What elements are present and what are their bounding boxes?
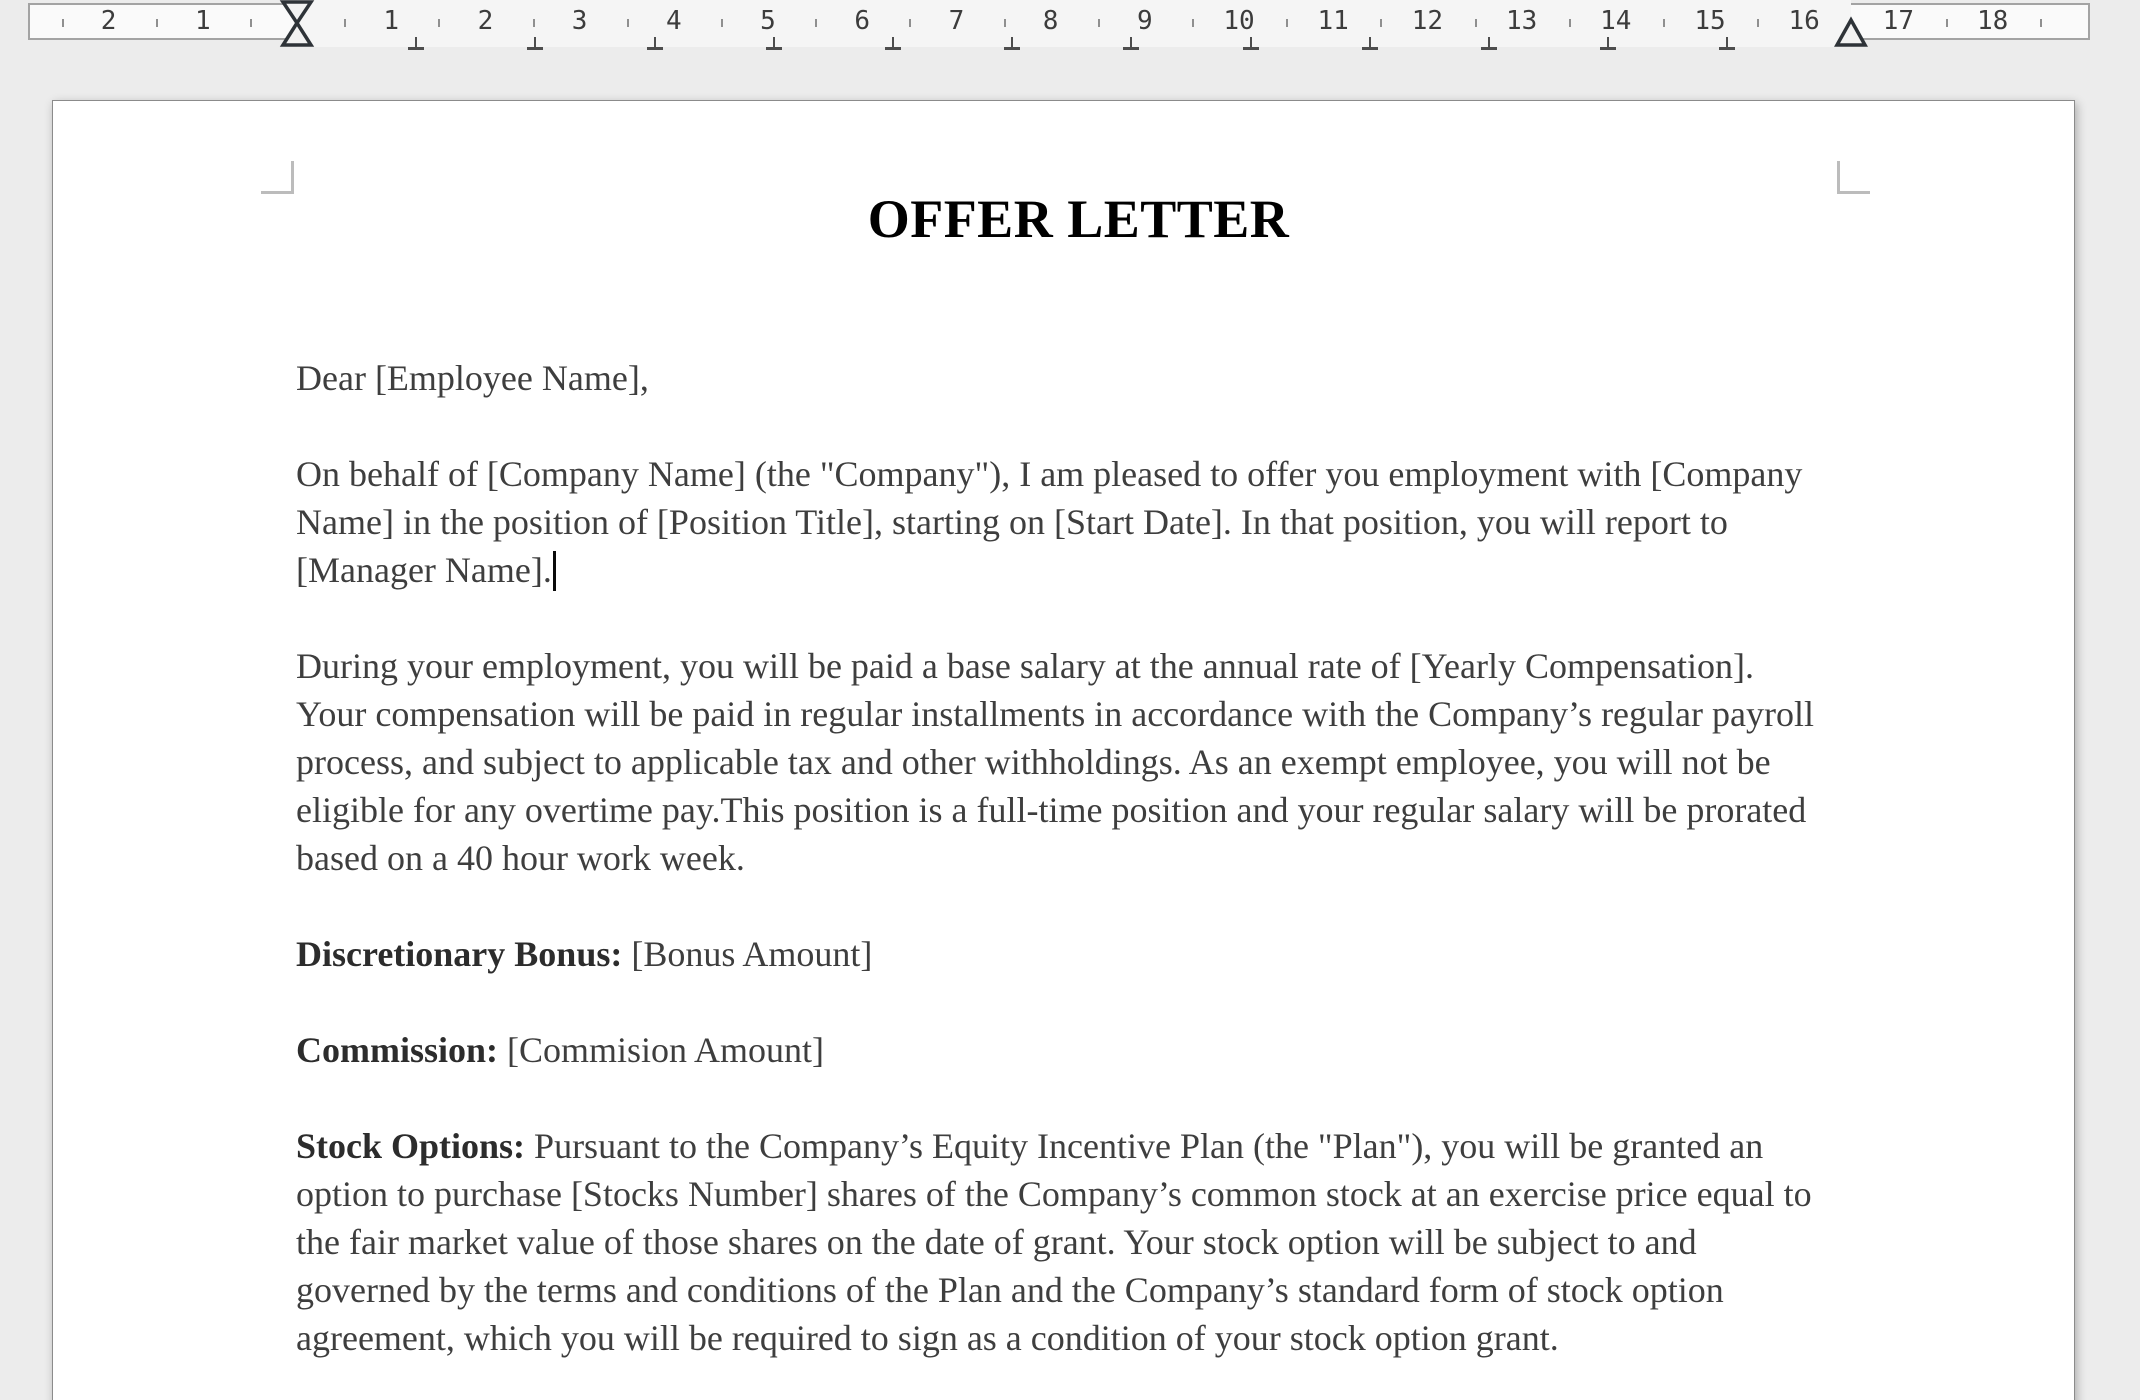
tab-stop-marker[interactable]	[647, 37, 663, 51]
text-run: the fair market value of those shares on the date of grant. Your stock option will be subject to and	[296, 1222, 1697, 1262]
ruler-half-tick	[1004, 19, 1006, 27]
text-line	[296, 354, 1861, 402]
text-run: [Manager Name].	[296, 550, 552, 590]
ruler-number: 16	[1788, 6, 1820, 36]
tab-stop-marker[interactable]	[1243, 37, 1259, 51]
text-line	[296, 786, 1861, 834]
ruler-number: 11	[1317, 6, 1349, 36]
ruler-half-tick	[1757, 19, 1759, 27]
text-line	[296, 834, 1861, 882]
ruler-half-tick	[1946, 19, 1948, 27]
ruler-number: 13	[1505, 6, 1538, 36]
horizontal-ruler[interactable]	[0, 0, 2140, 52]
tab-stop-marker[interactable]	[1004, 37, 1020, 51]
ruler-half-tick	[438, 19, 440, 27]
tab-stop-marker[interactable]	[1719, 37, 1735, 51]
right-indent-triangle-marker[interactable]	[1833, 0, 1869, 48]
ruler-number: 6	[854, 6, 871, 36]
text-cursor-caret	[553, 551, 556, 591]
ruler-number: 17	[1882, 6, 1915, 36]
tab-stop-marker[interactable]	[885, 37, 901, 51]
text-run: Your compensation will be paid in regular installments in accordance with the Company’s regular payroll	[296, 694, 1814, 734]
text-run: Pursuant to the Company’s Equity Incentive Plan (the "Plan"), you will be granted an	[525, 1126, 1764, 1166]
ruler-number: 3	[571, 6, 588, 36]
ruler-number: 2	[100, 6, 117, 36]
ruler-number: 18	[1976, 6, 2009, 36]
ruler-half-tick	[1663, 19, 1665, 27]
text-line	[296, 1266, 1861, 1314]
text-run: agreement, which you will be required to sign as a condition of your stock option grant.	[296, 1318, 1559, 1358]
ruler-half-tick	[1569, 19, 1571, 27]
paragraph	[296, 642, 1861, 882]
text-line	[296, 642, 1861, 690]
ruler-half-tick	[815, 19, 817, 27]
tab-stop-marker[interactable]	[1600, 37, 1616, 51]
text-line	[296, 1122, 1861, 1170]
margin-corner-mark-top-left	[261, 161, 294, 194]
text-run: governed by the terms and conditions of the Plan and the Company’s standard form of stock option	[296, 1270, 1724, 1310]
document-page	[52, 100, 2075, 1400]
ruler-half-tick	[909, 19, 911, 27]
text-line	[296, 546, 1861, 594]
ruler-number: 12	[1411, 6, 1444, 36]
tab-stop-marker[interactable]	[1362, 37, 1378, 51]
text-line	[296, 1314, 1861, 1362]
ruler-half-tick	[533, 19, 535, 27]
ruler-half-tick	[156, 19, 158, 27]
ruler-half-tick	[2040, 19, 2042, 27]
text-run: [Bonus Amount]	[622, 934, 873, 974]
text-line	[296, 1218, 1861, 1266]
ruler-half-tick	[62, 19, 64, 27]
ruler-half-tick	[1098, 19, 1100, 27]
paragraph	[296, 1026, 1861, 1074]
ruler-number: 5	[760, 6, 776, 36]
bold-run: Commission:	[296, 1030, 499, 1070]
document-body[interactable]	[296, 354, 1861, 1362]
ruler-number: 14	[1600, 6, 1632, 36]
text-run: eligible for any overtime pay.This position is a full-time position and your regular salary will be prorated	[296, 790, 1807, 830]
ruler-half-tick	[721, 19, 723, 27]
ruler-number: 15	[1694, 6, 1726, 36]
text-run: Dear [Employee Name],	[296, 358, 649, 398]
ruler-left-margin-zone	[28, 3, 297, 40]
text-run: based on a 40 hour work week.	[296, 838, 745, 878]
tab-stop-marker[interactable]	[527, 37, 543, 51]
text-run: option to purchase [Stocks Number] shares of the Company’s common stock at an exercise price equal to	[296, 1174, 1812, 1214]
text-line	[296, 930, 1861, 978]
text-line	[296, 450, 1861, 498]
ruler-number: 2	[477, 6, 494, 36]
ruler-half-tick	[344, 19, 346, 27]
text-line	[296, 1170, 1861, 1218]
text-run: [Commision Amount]	[498, 1030, 825, 1070]
ruler-number: 9	[1136, 6, 1153, 36]
text-run: On behalf of [Company Name] (the "Company"), I am pleased to offer you employment with [Company	[296, 454, 1803, 494]
paragraph	[296, 1122, 1861, 1362]
ruler-number: 4	[665, 6, 682, 36]
tab-stop-marker[interactable]	[1123, 37, 1139, 51]
ruler-half-tick	[1192, 19, 1194, 27]
ruler-half-tick	[1286, 19, 1288, 27]
paragraph	[296, 450, 1861, 594]
text-run: process, and subject to applicable tax and other withholdings. As an exempt employee, you will not be	[296, 742, 1771, 782]
bold-run: Discretionary Bonus:	[296, 934, 623, 974]
ruler-number: 8	[1042, 6, 1059, 36]
ruler-half-tick	[250, 19, 252, 27]
text-line	[296, 498, 1861, 546]
tab-stop-marker[interactable]	[408, 37, 424, 51]
ruler-half-tick	[1475, 19, 1477, 27]
text-run: Name] in the position of [Position Title], starting on [Start Date]. In that position, you will report to	[296, 502, 1728, 542]
tab-stop-marker[interactable]	[766, 37, 782, 51]
bold-run: Stock Options:	[296, 1126, 526, 1166]
ruler-number: 10	[1223, 6, 1255, 36]
ruler-half-tick	[1380, 19, 1382, 27]
document-text-area[interactable]	[296, 186, 1861, 1400]
ruler-half-tick	[627, 19, 629, 27]
document-title[interactable]: OFFER LETTER	[867, 189, 1290, 249]
paragraph	[296, 354, 1861, 402]
text-line	[296, 1026, 1861, 1074]
text-run: During your employment, you will be paid a base salary at the annual rate of [Yearly Compensation].	[296, 646, 1754, 686]
paragraph	[296, 930, 1861, 978]
ruler-number: 1	[383, 6, 400, 36]
hourglass-indent-marker[interactable]	[279, 0, 315, 48]
ruler-number: 7	[948, 6, 965, 36]
text-line	[296, 738, 1861, 786]
ruler-number: 1	[194, 6, 211, 36]
text-line	[296, 690, 1861, 738]
tab-stop-marker[interactable]	[1481, 37, 1497, 51]
